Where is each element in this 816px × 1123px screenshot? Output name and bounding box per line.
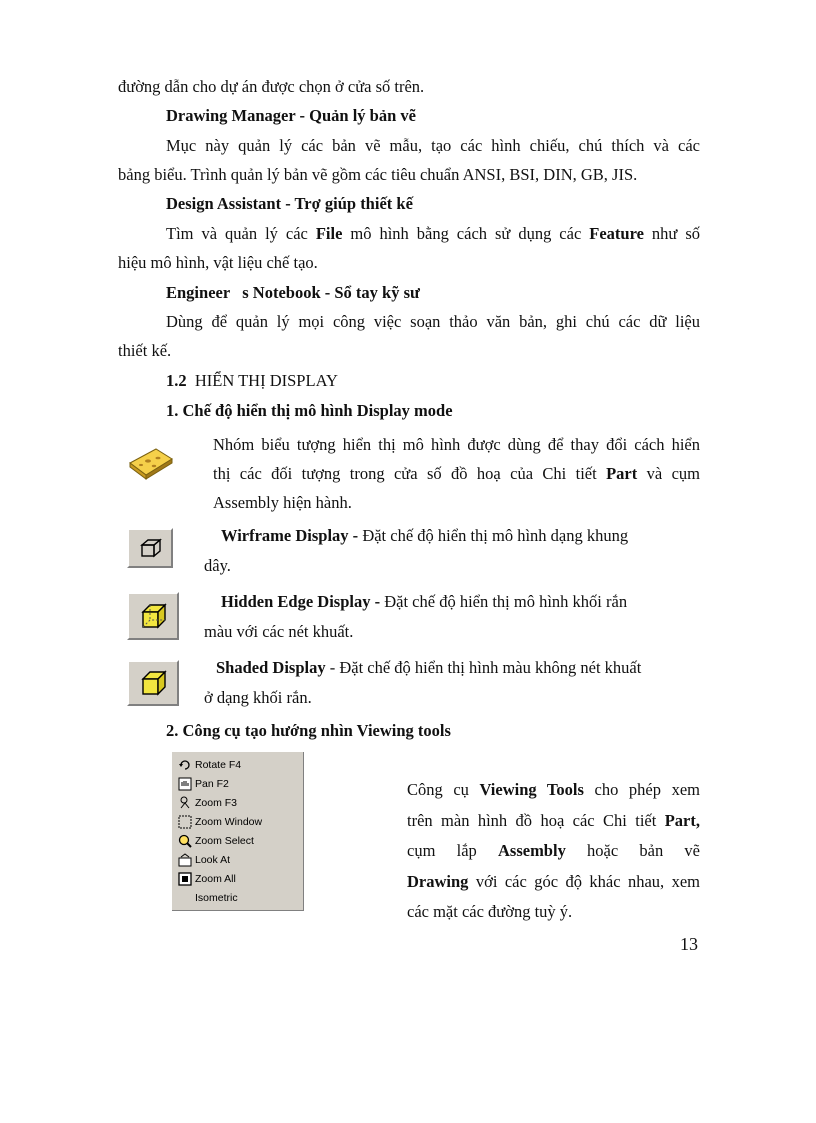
menu-item-zoom-window[interactable]: Zoom Window — [178, 813, 262, 831]
design-assistant-line2: hiệu mô hình, vật liệu chế tạo. — [118, 253, 318, 272]
viewing-tools-menu — [172, 752, 304, 911]
zoom-icon — [178, 796, 192, 810]
viewing-tools-heading: 2. Công cụ tạo hướng nhìn Viewing tools — [166, 721, 451, 740]
shaded-display-button[interactable] — [127, 660, 179, 706]
wireframe-cube-icon — [139, 537, 163, 559]
viewing-tools-p1: Công cụ Viewing Tools cho phép xem — [407, 780, 700, 799]
menu-item-look-at[interactable]: Look At — [178, 851, 230, 869]
drawing-manager-line1: Mục này quản lý các bản vẽ mẫu, tạo các hình chiếu, chú thích và các — [166, 136, 700, 155]
part-model-icon — [128, 441, 174, 481]
look-at-icon — [178, 853, 192, 867]
wireframe-display-button[interactable] — [127, 528, 173, 568]
viewing-tools-p4: Drawing với các góc độ khác nhau, xem — [407, 872, 700, 891]
engineer-notebook-line2: thiết kế. — [118, 341, 172, 360]
wireframe-line2: dây. — [204, 556, 231, 575]
design-assistant-heading: Design Assistant - Trợ giúp thiết kế — [166, 194, 413, 213]
design-assistant-line1: Tìm và quản lý các File mô hình bằng cách sử dụng các Feature như số — [166, 224, 700, 243]
rotate-icon — [178, 758, 192, 772]
menu-item-isometric[interactable]: Isometric — [195, 892, 238, 905]
display-mode-heading: 1. Chế độ hiển thị mô hình Display mode — [166, 401, 453, 420]
display-mode-intro3: Assembly hiện hành. — [213, 493, 352, 512]
shaded-line1: Shaded Display - Đặt chế độ hiển thị hình màu không nét khuất — [216, 658, 642, 677]
viewing-tools-p2: trên màn hình đồ hoạ các Chi tiết Part, — [407, 811, 700, 830]
display-mode-intro2: thị các đối tượng trong cửa số đồ hoạ của Chi tiết Part và cụm — [213, 464, 701, 483]
engineer-notebook-heading: Engineer s Notebook - Sổ tay kỹ sư — [166, 283, 420, 302]
drawing-manager-heading: Drawing Manager - Quản lý bản vẽ — [166, 106, 416, 125]
hidden-edge-line1: Hidden Edge Display - Đặt chế độ hiển thị mô hình khối rắn — [221, 592, 628, 611]
zoom-all-icon — [178, 872, 192, 886]
pan-icon — [178, 777, 192, 791]
hidden-edge-display-button[interactable] — [127, 592, 179, 640]
menu-item-rotate[interactable]: Rotate F4 — [178, 756, 241, 774]
hidden-edge-line2: màu với các nét khuất. — [204, 622, 354, 641]
display-mode-intro1: Nhóm biểu tượng hiển thị mô hình được dùng để thay đổi cách hiển — [213, 435, 700, 454]
page-number: 13 — [680, 934, 698, 954]
intro-line: đường dẫn cho dự án được chọn ở cửa số trên. — [118, 77, 425, 96]
shaded-line2: ở dạng khối rắn. — [204, 688, 312, 707]
menu-item-zoom-select[interactable]: Zoom Select — [178, 832, 254, 850]
engineer-notebook-line1: Dùng để quản lý mọi công việc soạn thảo văn bản, ghi chú các dữ liệu — [166, 312, 700, 331]
section-title: 1.2 HIỂN THỊ DISPLAY — [166, 371, 338, 390]
viewing-tools-p5: các mặt các đường tuỳ ý. — [407, 902, 573, 921]
menu-item-zoom[interactable]: Zoom F3 — [178, 794, 237, 812]
shaded-cube-icon — [140, 669, 168, 697]
wireframe-line1: Wirframe Display - Đặt chế độ hiển thị mô hình dạng khung — [221, 526, 629, 545]
viewing-tools-p3: cụm lắp Assembly hoặc bản vẽ — [407, 841, 700, 860]
zoom-window-icon — [178, 815, 192, 829]
hidden-edge-cube-icon — [140, 602, 168, 630]
menu-item-pan[interactable]: Pan F2 — [178, 775, 229, 793]
drawing-manager-line2: bảng biểu. Trình quản lý bản vẽ gồm các tiêu chuẩn ANSI, BSI, DIN, GB, JIS. — [118, 165, 638, 184]
zoom-select-icon — [178, 834, 192, 848]
menu-item-zoom-all[interactable]: Zoom All — [178, 870, 236, 888]
